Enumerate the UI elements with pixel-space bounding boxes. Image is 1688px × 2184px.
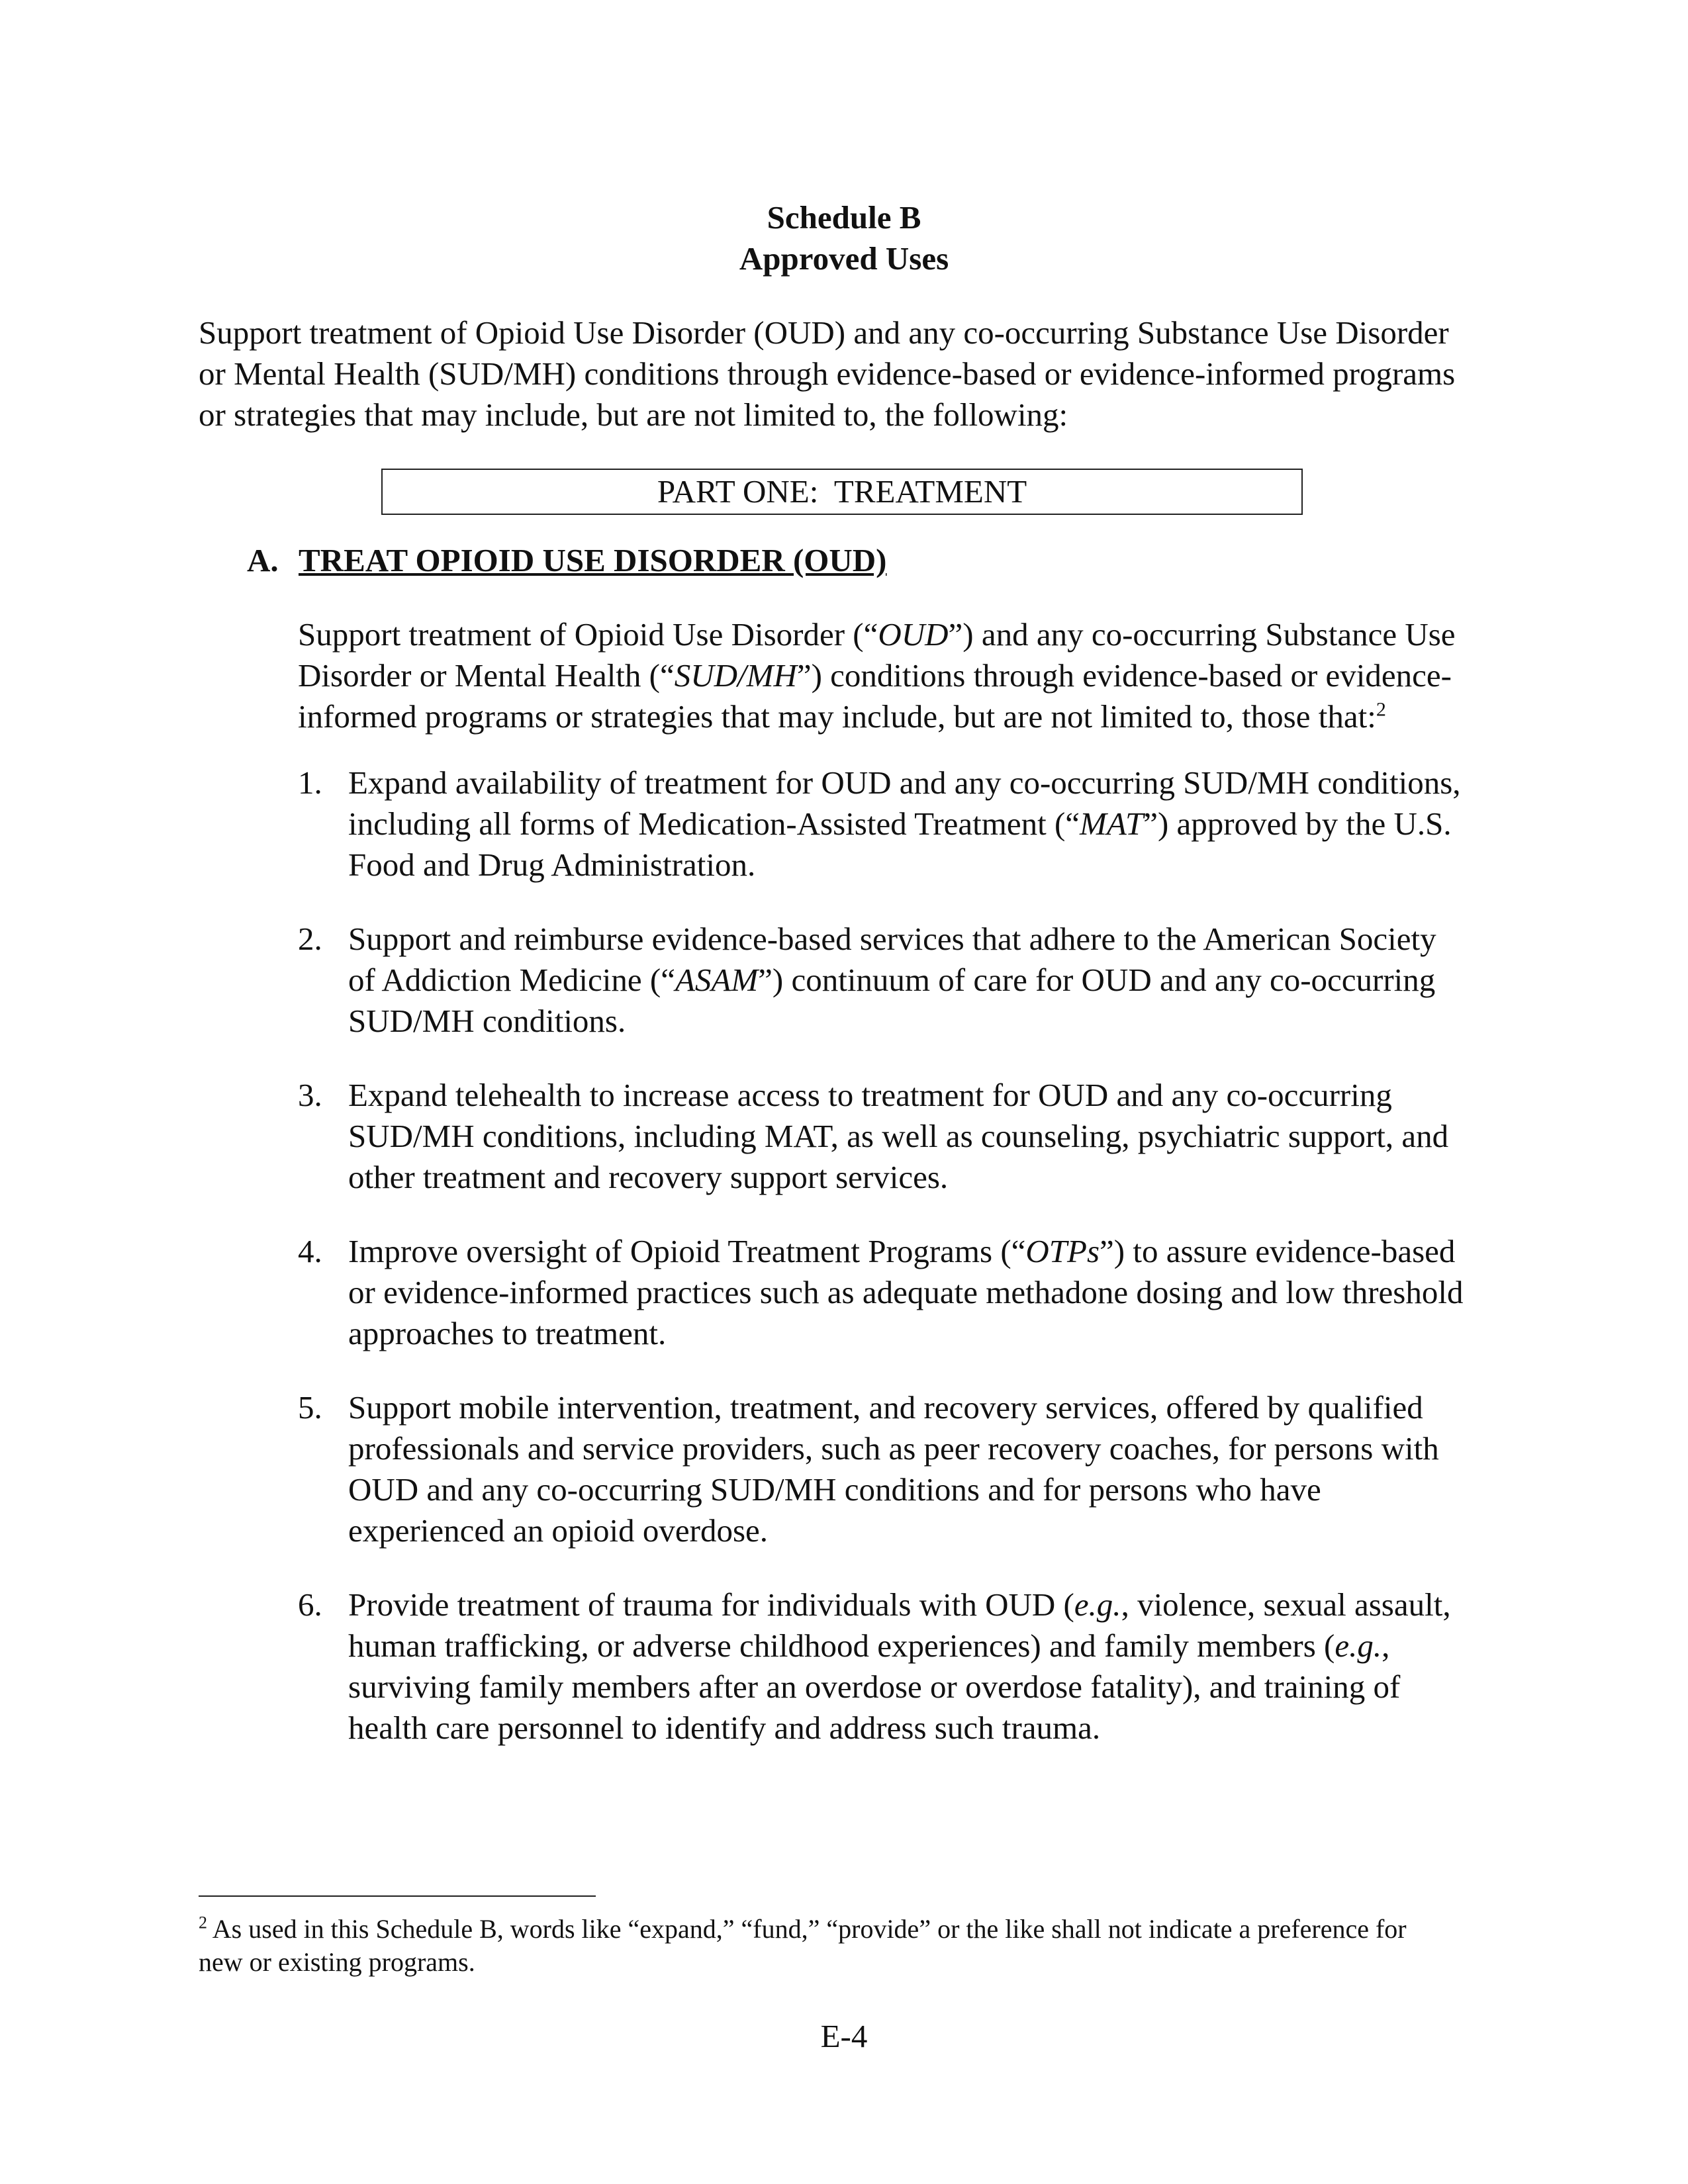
text-run: Disorder or Mental Health (“ — [298, 657, 675, 694]
defined-term: MAT — [1080, 805, 1144, 842]
list-item-number: 6. — [298, 1586, 322, 1623]
section-heading — [247, 540, 886, 581]
text-run: ”) continuum of care for OUD and any co-occurring — [758, 962, 1436, 998]
text-run: ”) to assure evidence-based — [1100, 1233, 1456, 1269]
emphasis-text: e.g. — [1074, 1586, 1121, 1623]
list-item-number: 1. — [298, 764, 322, 801]
list-item-text — [348, 1231, 1463, 1354]
list-item-line — [348, 803, 1461, 844]
defined-term: SUD/MH — [674, 657, 797, 694]
defined-term: OUD — [878, 616, 949, 653]
list-item-line: Food and Drug Administration. — [348, 846, 756, 883]
list-item-line: Support mobile intervention, treatment, and recovery services, offered by qualified — [348, 1389, 1423, 1426]
list-item-text — [348, 762, 1461, 886]
text-run: , violence, sexual assault, — [1121, 1586, 1451, 1623]
section-intro-line — [298, 696, 1503, 737]
list-item-line: approaches to treatment. — [348, 1315, 667, 1351]
footnote-line — [199, 1913, 1407, 1946]
defined-term: OTPs — [1025, 1233, 1100, 1269]
text-run: ”) and any co-occurring Substance Use — [948, 616, 1456, 653]
intro-line: Support treatment of Opioid Use Disorder (OUD) and any co-occurring Substance Use Disorder — [199, 314, 1449, 351]
list-item-line: OUD and any co-occurring SUD/MH conditions and for persons who have — [348, 1471, 1321, 1508]
text-run: Support treatment of Opioid Use Disorder (“ — [298, 616, 878, 653]
footnote-divider — [199, 1895, 596, 1897]
defined-term: ASAM — [675, 962, 759, 998]
list-item-line: Expand availability of treatment for OUD and any co-occurring SUD/MH conditions, — [348, 764, 1461, 801]
list-item-line — [348, 1231, 1463, 1272]
list-item-line — [348, 1584, 1451, 1625]
list-item-text — [348, 919, 1436, 1042]
text-run: including all forms of Medication-Assisted Treatment (“ — [348, 805, 1080, 842]
text-run: of Addiction Medicine (“ — [348, 962, 675, 998]
section-intro-paragraph — [298, 614, 1503, 737]
list-item-text — [348, 1075, 1448, 1198]
footnote-line: new or existing programs. — [199, 1947, 475, 1977]
section-letter: A. — [247, 542, 279, 578]
text-run: human trafficking, or adverse childhood experiences) and family members ( — [348, 1627, 1335, 1664]
intro-line: or strategies that may include, but are not limited to, the following: — [199, 396, 1068, 433]
list-item-number: 2. — [298, 921, 322, 957]
list-item-line: Support and reimburse evidence-based services that adhere to the American Society — [348, 921, 1436, 957]
page-number: E-4 — [820, 2018, 868, 2054]
text-run: ”) approved by the U.S. — [1143, 805, 1452, 842]
list-item-line — [348, 1625, 1451, 1666]
text-run: , — [1382, 1627, 1390, 1664]
text-run: ”) conditions through evidence-based or evidence- — [796, 657, 1452, 694]
text-run: Improve oversight of Opioid Treatment Programs (“ — [348, 1233, 1026, 1269]
part-one-box: PART ONE: TREATMENT — [381, 469, 1303, 515]
list-item-line: Expand telehealth to increase access to treatment for OUD and any co-occurring — [348, 1077, 1392, 1113]
list-item-line: SUD/MH conditions. — [348, 1003, 626, 1039]
list-item-text — [348, 1387, 1439, 1551]
emphasis-text: e.g. — [1335, 1627, 1382, 1664]
list-item-line: SUD/MH conditions, including MAT, as well as counseling, psychiatric support, and — [348, 1118, 1449, 1154]
schedule-title: Schedule B — [767, 199, 921, 236]
section-intro-line — [298, 614, 1503, 655]
schedule-subtitle: Approved Uses — [739, 240, 949, 277]
intro-line: or Mental Health (SUD/MH) conditions through evidence-based or evidence-informed programs — [199, 355, 1456, 392]
list-item-line: other treatment and recovery support services. — [348, 1159, 949, 1195]
list-item-line: professionals and service providers, such as peer recovery coaches, for persons with — [348, 1430, 1439, 1467]
list-item-line: or evidence-informed practices such as adequate methadone dosing and low threshold — [348, 1274, 1464, 1310]
section-heading-text: TREAT OPIOID USE DISORDER (OUD) — [299, 542, 887, 578]
text-run: informed programs or strategies that may include, but are not limited to, those that: — [298, 698, 1376, 735]
list-item-number: 3. — [298, 1077, 322, 1113]
list-item-line: surviving family members after an overdose or overdose fatality), and training of — [348, 1668, 1401, 1705]
footnote — [199, 1913, 1407, 1979]
footnote-mark: 2 — [199, 1913, 207, 1933]
section-intro-line — [298, 655, 1503, 696]
list-item-text — [348, 1584, 1451, 1749]
text-run: As used in this Schedule B, words like “expand,” “fund,” “provide” or the like shall not indicate a preference for — [207, 1914, 1407, 1944]
list-item-number: 4. — [298, 1233, 322, 1269]
intro-paragraph — [199, 312, 1496, 435]
list-item-number: 5. — [298, 1389, 322, 1426]
list-item-line: health care personnel to identify and address such trauma. — [348, 1709, 1101, 1746]
footnote-reference[interactable]: 2 — [1376, 698, 1386, 721]
list-item-line — [348, 960, 1436, 1001]
list-item-line: experienced an opioid overdose. — [348, 1512, 769, 1549]
text-run: Provide treatment of trauma for individuals with OUD ( — [348, 1586, 1074, 1623]
